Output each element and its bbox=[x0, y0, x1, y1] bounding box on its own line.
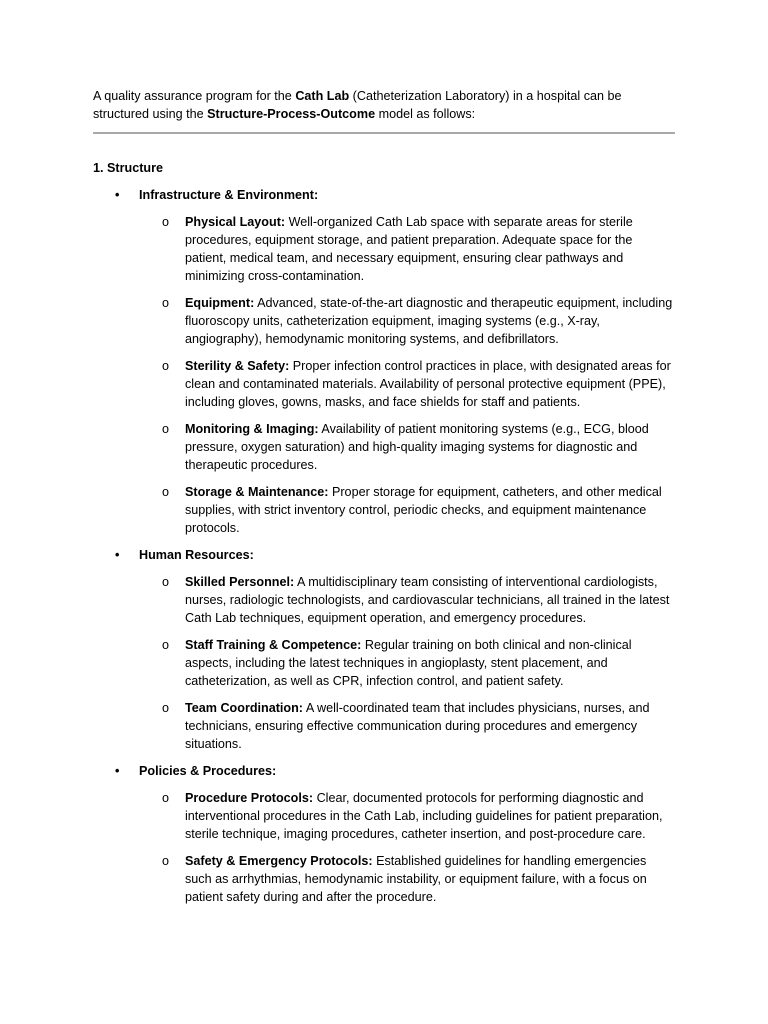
category-human-resources bbox=[93, 546, 675, 564]
category-policies bbox=[93, 762, 675, 780]
item-label: Skilled Personnel: bbox=[185, 575, 295, 589]
sub-bullet-icon: o bbox=[162, 638, 170, 652]
list-item bbox=[93, 573, 675, 627]
item-text: Proper infection control practices in place, with designated areas for clean and contaminated materials. Availability of personal protective equipment (PPE), including gloves, gowns, masks, and face shields for staff and patients. bbox=[185, 359, 671, 409]
category-title: Policies & Procedures: bbox=[139, 764, 277, 778]
item-label: Team Coordination: bbox=[185, 701, 304, 715]
item-text: Availability of patient monitoring systems (e.g., ECG, blood pressure, oxygen saturation) and high-quality imaging systems for diagnostic and therapeutic procedures. bbox=[185, 422, 649, 472]
item-label: Equipment: bbox=[185, 296, 255, 310]
intro-bold-cath-lab: Cath Lab bbox=[295, 89, 350, 103]
item-label: Safety & Emergency Protocols: bbox=[185, 854, 373, 868]
item-label: Procedure Protocols: bbox=[185, 791, 314, 805]
sub-bullet-icon: o bbox=[162, 791, 170, 805]
item-text: Proper storage for equipment, catheters, and other medical supplies, with strict inventory control, periodic checks, and equipment maintenance protocols. bbox=[185, 485, 662, 535]
item-label: Monitoring & Imaging: bbox=[185, 422, 319, 436]
document-page bbox=[93, 87, 675, 906]
item-label: Staff Training & Competence: bbox=[185, 638, 362, 652]
item-label: Physical Layout: bbox=[185, 215, 286, 229]
section-title-structure: 1. Structure bbox=[93, 161, 163, 175]
sub-bullet-icon: o bbox=[162, 854, 170, 868]
intro-bold-model: Structure-Process-Outcome bbox=[207, 107, 376, 121]
list-item bbox=[93, 636, 675, 690]
item-text: Advanced, state-of-the-art diagnostic and therapeutic equipment, including fluoroscopy units, catheterization equipment, imaging systems (e.g., X-ray, angiography), hemodynamic monitoring systems, and defibrillators. bbox=[185, 296, 673, 346]
list-item bbox=[93, 699, 675, 753]
list-item bbox=[93, 213, 675, 285]
sub-bullet-icon: o bbox=[162, 215, 170, 229]
intro-paragraph bbox=[93, 87, 675, 123]
item-text: Well-organized Cath Lab space with separate areas for sterile procedures, equipment storage, and patient preparation. Adequate space for the patient, medical team, and necessary equipment, ensuring clear pathways and minimizing cross-contamination. bbox=[185, 215, 633, 283]
list-item bbox=[93, 420, 675, 474]
item-label: Storage & Maintenance: bbox=[185, 485, 329, 499]
intro-text-2: (Catheterization Laboratory) in a hospital can be structured using the bbox=[93, 89, 622, 121]
intro-text-3: model as follows: bbox=[375, 107, 476, 121]
list-item bbox=[93, 852, 675, 906]
intro-text-1: A quality assurance program for the bbox=[93, 89, 296, 103]
list-item bbox=[93, 483, 675, 537]
sub-bullet-icon: o bbox=[162, 575, 170, 589]
bullet-icon: • bbox=[115, 188, 120, 202]
category-infrastructure bbox=[93, 186, 675, 204]
item-text: Established guidelines for handling emergencies such as arrhythmias, hemodynamic instability, or equipment failure, with a focus on patient safety during and after the procedure. bbox=[185, 854, 647, 904]
sub-bullet-icon: o bbox=[162, 701, 170, 715]
sub-bullet-icon: o bbox=[162, 485, 170, 499]
sub-bullet-icon: o bbox=[162, 296, 170, 310]
list-item bbox=[93, 294, 675, 348]
horizontal-divider bbox=[93, 132, 675, 134]
bullet-icon: • bbox=[115, 548, 120, 562]
list-item bbox=[93, 789, 675, 843]
bullet-icon: • bbox=[115, 764, 120, 778]
item-text: Regular training on both clinical and non-clinical aspects, including the latest techniques in angioplasty, stent placement, and catheterization, as well as CPR, infection control, and patient safety. bbox=[185, 638, 632, 688]
item-text: Clear, documented protocols for performing diagnostic and interventional procedures in the Cath Lab, including guidelines for patient preparation, sterile technique, imaging procedures, catheter insertion, and post-procedure care. bbox=[185, 791, 663, 841]
category-title: Human Resources: bbox=[139, 548, 254, 562]
sub-bullet-icon: o bbox=[162, 359, 170, 373]
category-title: Infrastructure & Environment: bbox=[139, 188, 319, 202]
item-text: A multidisciplinary team consisting of interventional cardiologists, nurses, radiologic technologists, and cardiovascular technicians, all trained in the latest Cath Lab techniques, equipment operation, and emergency procedures. bbox=[185, 575, 670, 625]
list-item bbox=[93, 357, 675, 411]
item-text: A well-coordinated team that includes physicians, nurses, and technicians, ensuring effective communication during procedures and emergency situations. bbox=[185, 701, 650, 751]
sub-bullet-icon: o bbox=[162, 422, 170, 436]
item-label: Sterility & Safety: bbox=[185, 359, 290, 373]
